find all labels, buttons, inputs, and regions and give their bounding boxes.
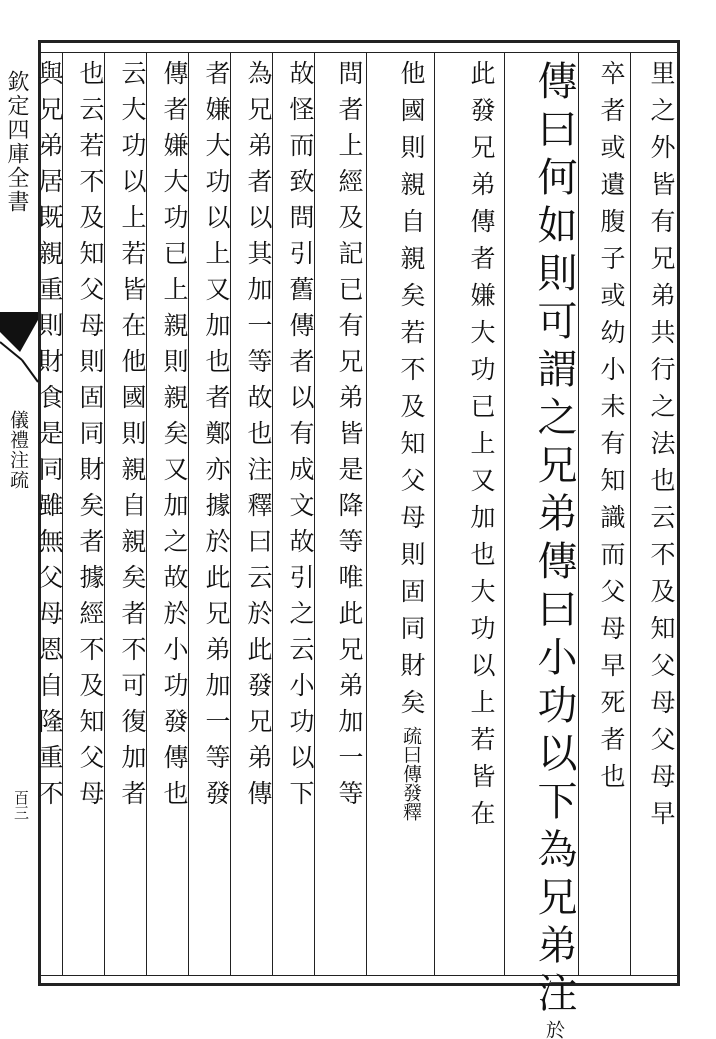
text-column-1: 里之外皆有兄弟共行之法也云不及知父母父母早 bbox=[647, 60, 676, 837]
column-rule bbox=[630, 52, 631, 975]
section-title: 儀禮注疏 bbox=[7, 410, 29, 490]
text-column-7: 故怪而致問引舊傳者以有成文故引之云小功以下 bbox=[286, 60, 315, 816]
commentary-text: 疏曰傳發釋 bbox=[400, 726, 422, 821]
text-column-4: 此發兄弟傳者嫌大功已上又加也大功以上若皆在 bbox=[467, 60, 496, 837]
text-column-9: 者嫌大功以上又加也者鄭亦據於此兄弟加一等發 bbox=[202, 60, 231, 816]
text-column-11: 云大功以上若皆在他國則親自親矣者不可復加者 bbox=[118, 60, 147, 816]
text-column-8: 為兄弟者以其加一等故也注釋曰云於此發兄弟傳 bbox=[244, 60, 273, 816]
text-column-2: 卒者或遺腹子或幼小未有知識而父母早死者也 bbox=[597, 60, 626, 800]
top-rule bbox=[38, 52, 680, 53]
text-column-13: 與兄弟居既親重則財食是同雖無父母恩自隆重不 bbox=[35, 60, 64, 816]
column-rule bbox=[504, 52, 505, 975]
column-rule bbox=[366, 52, 367, 975]
column-rule bbox=[578, 52, 579, 975]
column-rule bbox=[434, 52, 435, 975]
text-column-12: 也云若不及知父母則固同財矣者據經不及知父母 bbox=[76, 60, 105, 816]
note-text: 於 bbox=[543, 1020, 565, 1039]
book-title: 欽定四庫全書 bbox=[4, 70, 29, 214]
page-number: 百三 bbox=[12, 790, 30, 820]
text-column-10: 傳者嫌大功已上親則親矣又加之故於小功發傳也 bbox=[160, 60, 189, 816]
main-text: 他國則親自親矣若不及知父母則固同財矣 bbox=[397, 60, 426, 726]
text-column-6: 問者上經及記已有兄弟皆是降等唯此兄弟加一等 bbox=[335, 60, 364, 816]
text-column-3-heading bbox=[514, 60, 577, 1039]
bottom-rule bbox=[38, 975, 680, 976]
main-text: 傳曰何如則可謂之兄弟傳曰小功以下為兄弟注 bbox=[531, 60, 577, 1020]
text-column-5 bbox=[378, 60, 424, 970]
